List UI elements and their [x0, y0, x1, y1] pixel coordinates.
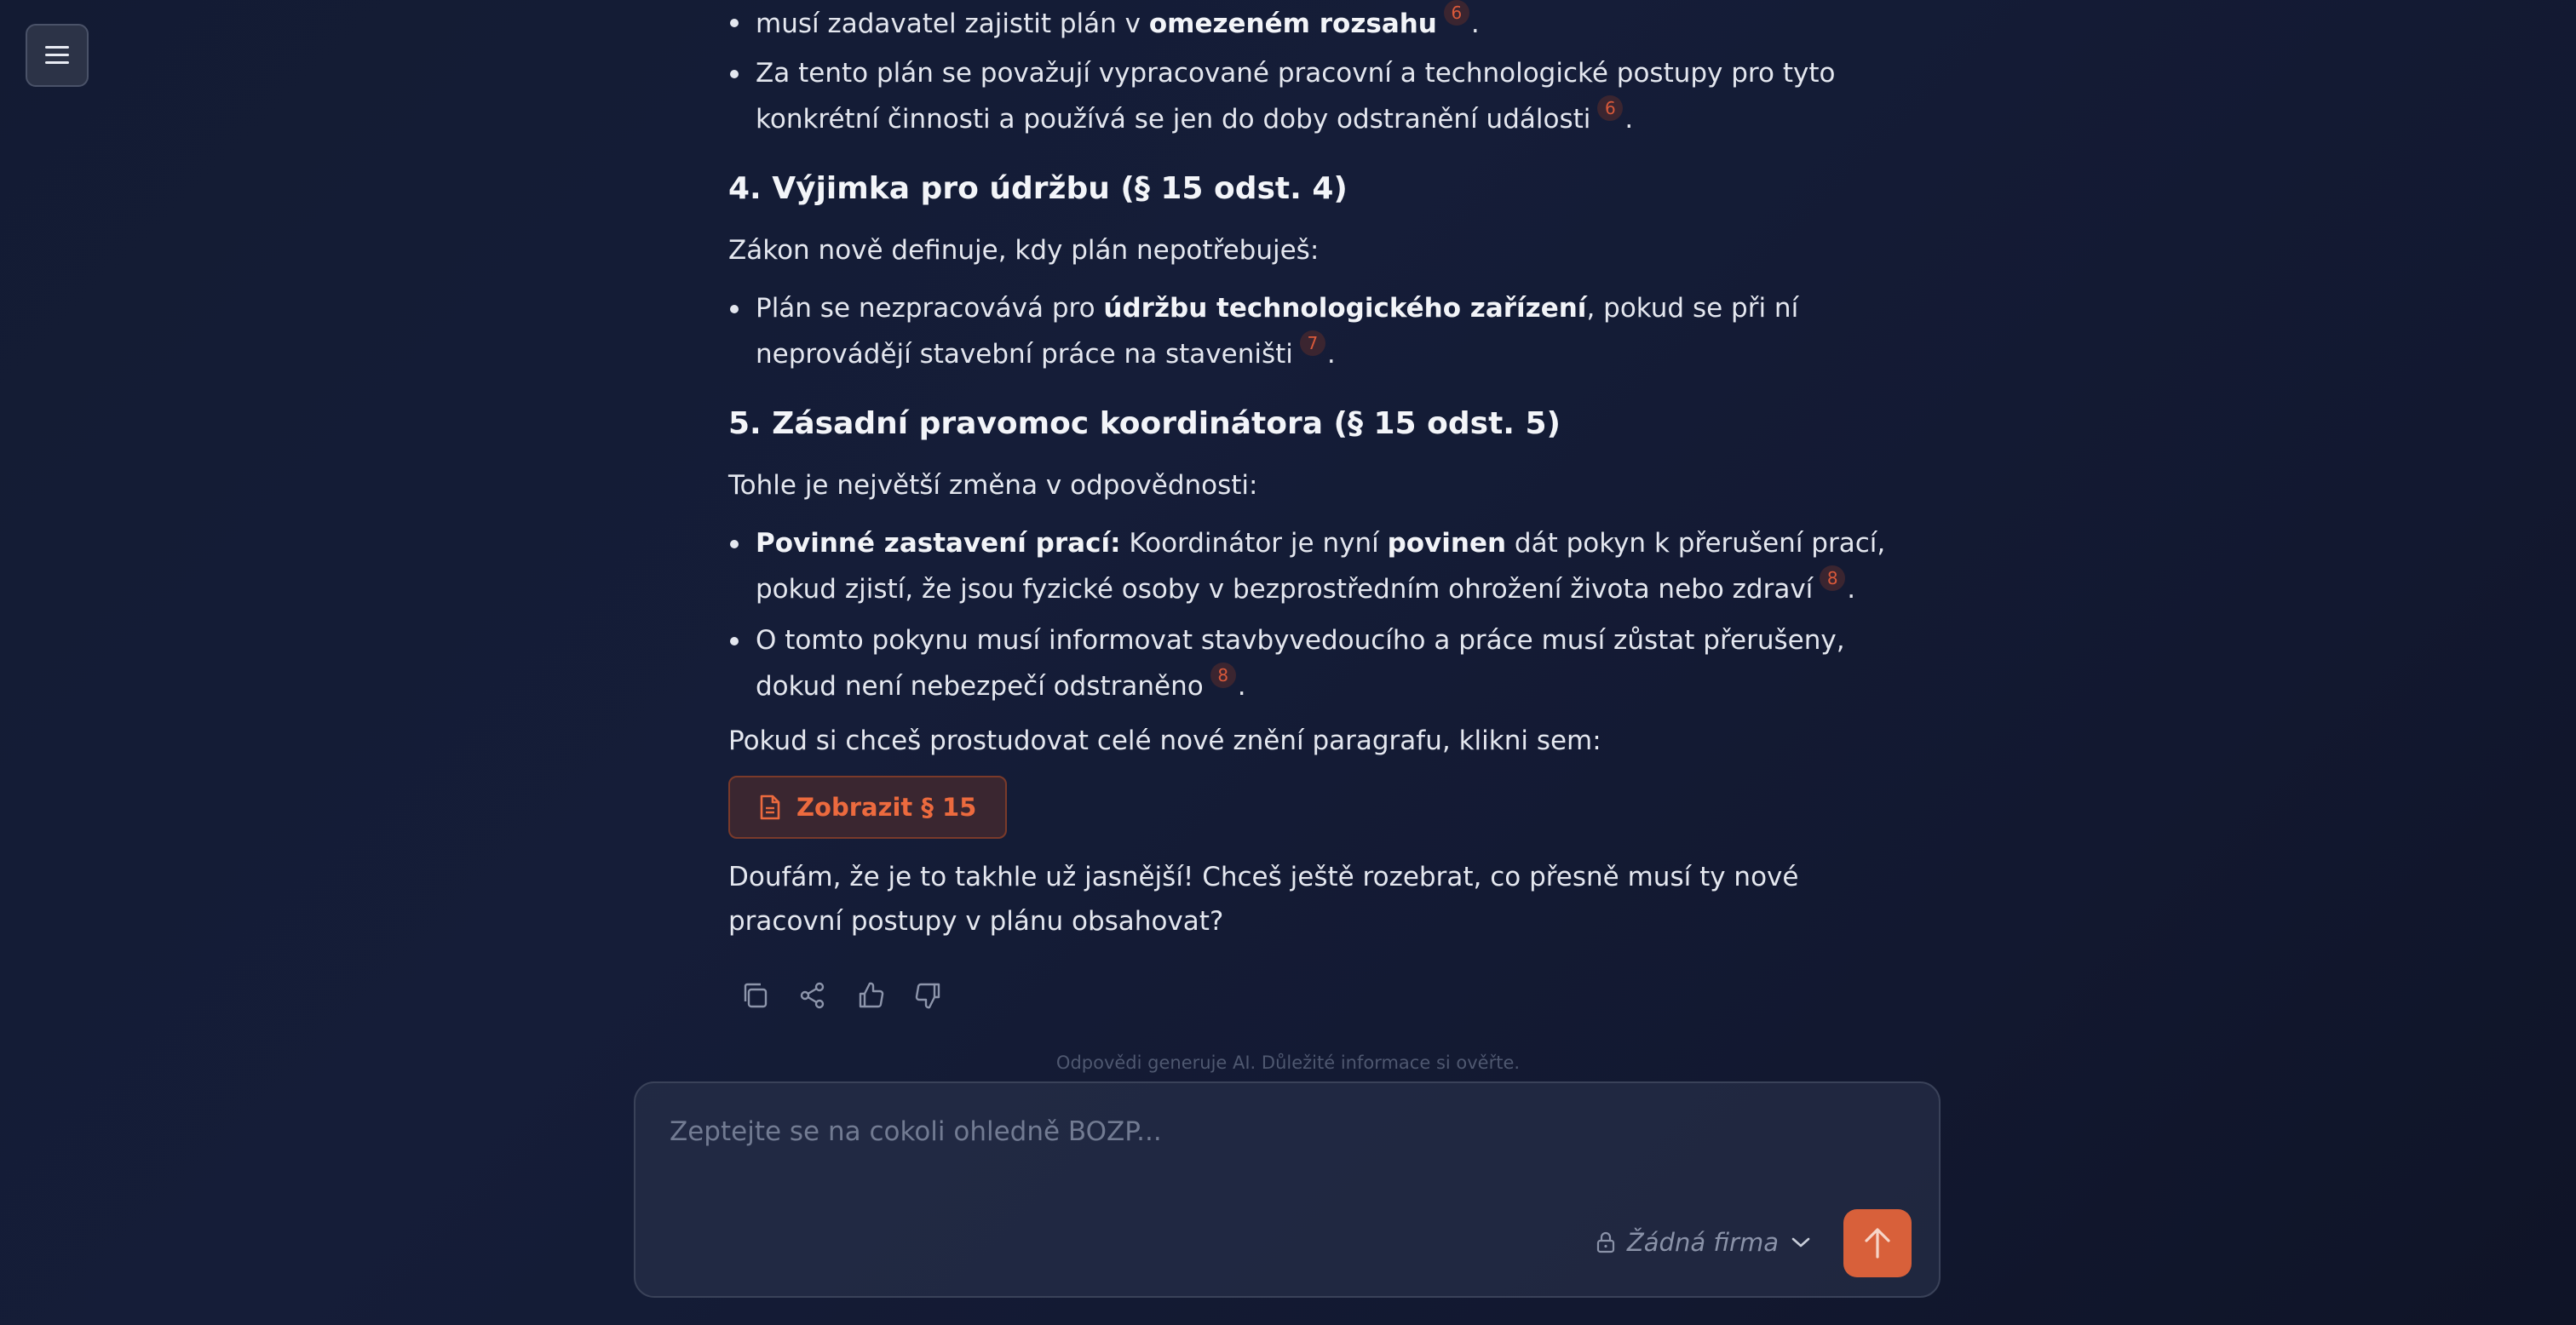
document-icon: [759, 794, 781, 820]
thumbs-down-icon: [914, 981, 943, 1010]
copy-icon: [740, 981, 769, 1010]
list-item: [728, 521, 1895, 611]
bullet-list: [728, 51, 1895, 141]
list-item-text: musí zadavatel zajistit plán v: [756, 9, 1149, 39]
chat-composer: [634, 1081, 1941, 1298]
chevron-down-icon: [1791, 1236, 1811, 1249]
share-button[interactable]: [796, 979, 829, 1012]
list-item-text: .: [1847, 574, 1856, 605]
list-item: [728, 51, 1895, 141]
thumbs-up-button[interactable]: [854, 979, 887, 1012]
list-item: [728, 618, 1895, 708]
paragraph: Doufám, že je to takhle už jasnější! Chceš ještě rozebrat, co přesně musí ty nové pracovní postupy v plánu obsahovat?: [728, 862, 1799, 937]
list-item-text: .: [1326, 339, 1336, 370]
section-heading: 4. Výjimka pro údržbu (§ 15 odst. 4): [728, 171, 1348, 206]
show-paragraph-button[interactable]: [728, 776, 1007, 839]
message-actions: [739, 979, 945, 1012]
show-paragraph-label: Zobrazit § 15: [796, 793, 977, 822]
paragraph: Zákon nově definuje, kdy plán nepotřebuješ:: [728, 235, 1320, 266]
list-item-bold: Povinné zastavení prací:: [756, 528, 1121, 559]
lock-icon: [1596, 1231, 1615, 1253]
paragraph: Pokud si chceš prostudovat celé nové znění paragrafu, klikni sem:: [728, 726, 1601, 756]
citation-badge[interactable]: 8: [1820, 565, 1845, 591]
thumbs-down-button[interactable]: [912, 979, 945, 1012]
company-selector[interactable]: [1596, 1228, 1811, 1257]
hamburger-menu-icon: [45, 46, 69, 65]
thumbs-up-icon: [856, 981, 885, 1010]
copy-button[interactable]: [739, 979, 771, 1012]
paragraph: Tohle je největší změna v odpovědnosti:: [728, 470, 1258, 501]
arrow-up-icon: [1862, 1226, 1893, 1260]
bullet-list: [728, 521, 1895, 708]
list-item-bold: omezeném rozsahu: [1148, 9, 1437, 39]
list-item-text: Koordinátor je nyní: [1120, 528, 1388, 559]
list-item-text: .: [1470, 9, 1480, 39]
citation-badge[interactable]: 7: [1300, 330, 1325, 356]
list-item-text: O tomto pokynu musí informovat stavbyvedoucího a práce musí zůstat přerušeny, dokud není nebezpečí odstraněno: [756, 625, 1845, 702]
share-icon: [798, 981, 827, 1010]
citation-badge[interactable]: 6: [1444, 0, 1469, 26]
list-item-bold: údržbu technologického zařízení: [1103, 293, 1587, 324]
ai-disclaimer: Odpovědi generuje AI. Důležité informace si ověřte.: [1055, 1053, 1521, 1073]
list-item-text: .: [1624, 104, 1634, 135]
company-selector-label: Žádná firma: [1626, 1228, 1779, 1257]
list-item-text: .: [1237, 671, 1246, 702]
send-button[interactable]: [1843, 1209, 1912, 1277]
citation-badge[interactable]: 8: [1210, 662, 1236, 688]
list-item-text: , pokud se při ní neprovádějí stavební práce na staveništi: [756, 293, 1799, 370]
bullet-list: [728, 286, 1895, 376]
list-item-text: Plán se nezpracovává pro: [756, 293, 1104, 324]
list-item-text: dát pokyn k přerušení prací, pokud zjistí, že jsou fyzické osoby v bezprostředním ohrožení života nebo zdraví: [756, 528, 1886, 605]
chat-input[interactable]: [668, 1107, 1864, 1156]
list-item-bold: povinen: [1387, 528, 1507, 559]
list-item: [728, 286, 1895, 376]
list-item-text: Za tento plán se považují vypracované pracovní a technologické postupy pro tyto konkrétní činnosti a používá se jen do doby odstranění události: [756, 58, 1836, 135]
citation-badge[interactable]: 6: [1597, 95, 1623, 121]
section-heading: 5. Zásadní pravomoc koordinátora (§ 15 odst. 5): [728, 406, 1561, 441]
menu-button[interactable]: [26, 24, 89, 87]
